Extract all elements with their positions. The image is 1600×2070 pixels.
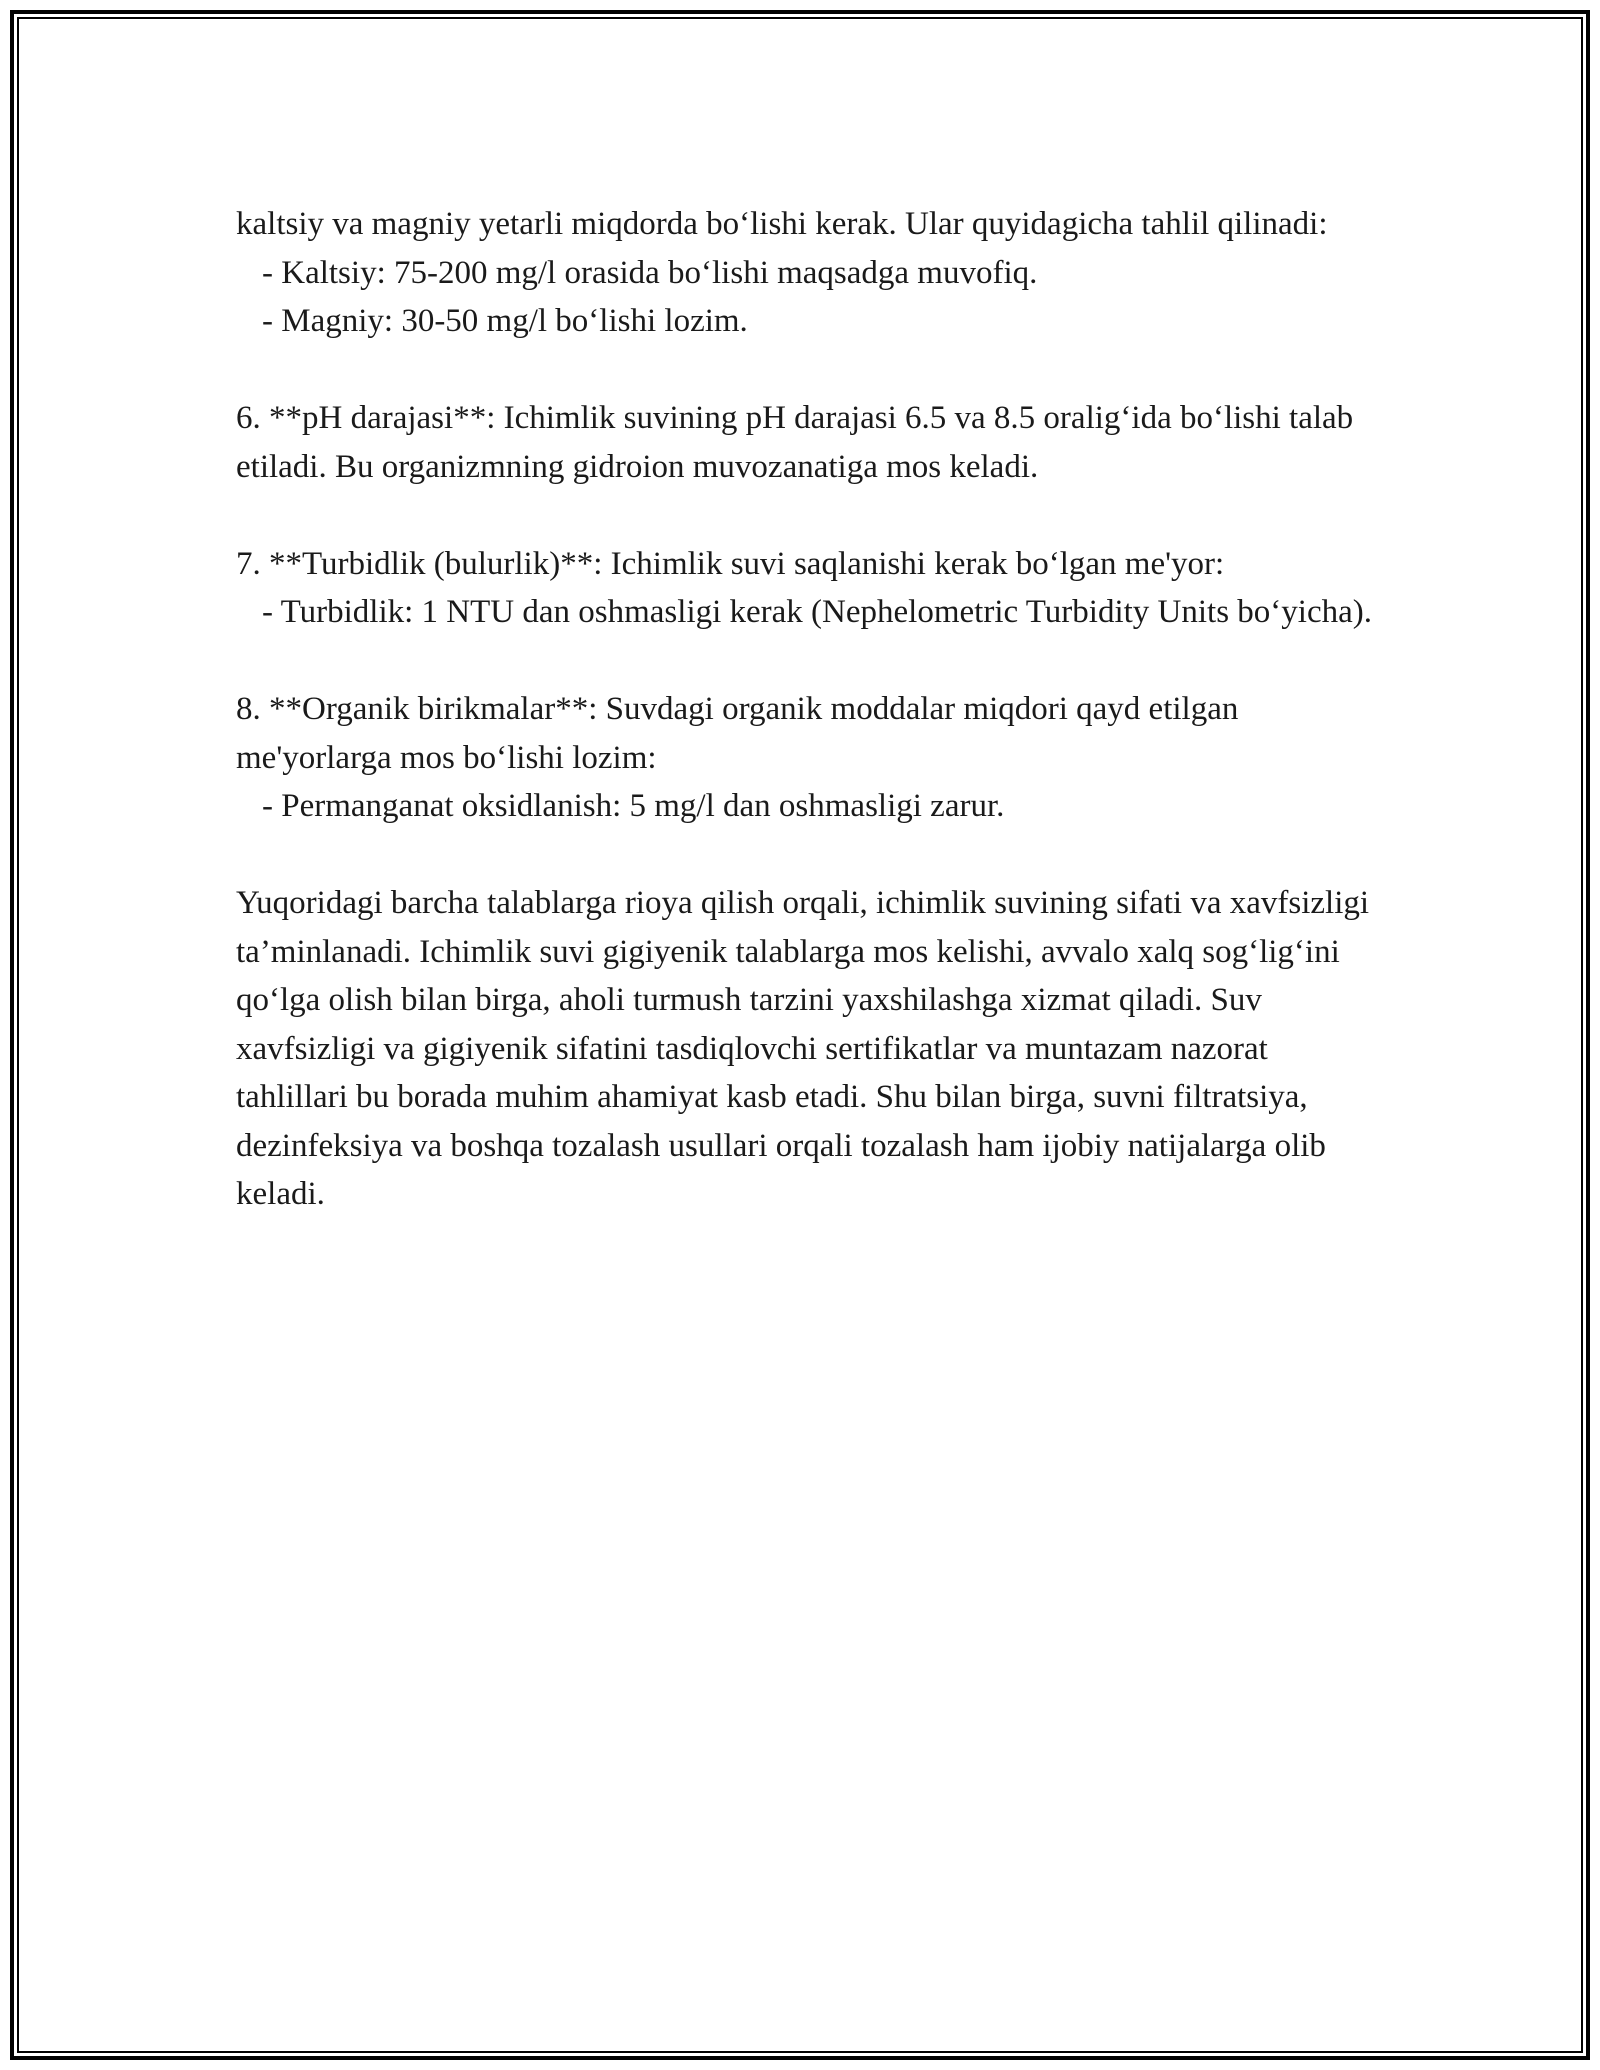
paragraph-organic	[236, 685, 1386, 831]
paragraph-minerals	[236, 200, 1386, 346]
text-line: 7. **Turbidlik (bulurlik)**: Ichimlik suvi saqlanishi kerak bo‘lgan me'yor:	[236, 545, 1225, 582]
paragraph-turbidity	[236, 540, 1386, 637]
list-item-permanganat: - Permanganat oksidlanish: 5 mg/l dan oshmasligi zarur.	[262, 788, 1005, 824]
list-item-magniy: - Magniy: 30-50 mg/l bo‘lishi lozim.	[262, 303, 748, 339]
list-item-turbidlik: - Turbidlik: 1 NTU dan oshmasligi kerak (Nephelometric Turbidity Units bo‘yicha).	[262, 594, 1372, 630]
paragraph-conclusion	[236, 879, 1386, 1219]
paragraph-ph	[236, 394, 1386, 491]
text-line: 6. **pH darajasi**: Ichimlik suvining pH darajasi 6.5 va 8.5 oralig‘ida bo‘lishi talab etiladi. Bu organizmning gidroion muvozanatiga mos keladi.	[236, 400, 1362, 485]
text-line: 8. **Organik birikmalar**: Suvdagi organik moddalar miqdori qayd etilgan me'yorlarga mos bo‘lishi lozim:	[236, 691, 1247, 776]
page-frame	[10, 10, 1590, 2060]
document-body	[236, 200, 1386, 1267]
text-line: kaltsiy va magniy yetarli miqdorda bo‘lishi kerak. Ular quyidagicha tahlil qilinadi:	[236, 206, 1328, 242]
text-line: Yuqoridagi barcha talablarga rioya qilish orqali, ichimlik suvining sifati va xavfsizligi ta’minlanadi. Ichimlik suvi gigiyenik talablarga mos kelishi, avvalo xalq sog‘lig‘ini qo‘lga olish bilan birga, aholi turmush tarzini yaxshilashga xizmat qiladi. Suv xavfsizligi va gigiyenik sifatini tasdiqlovchi sertifikatlar va muntazam nazorat tahlillari bu borada muhim ahamiyat kasb etadi. Shu bilan birga, suvni filtratsiya, dezinfeksiya va boshqa tozalash usullari orqali tozalash ham ijobiy natijalarga olib keladi.	[236, 885, 1378, 1212]
list-item-kaltsiy: - Kaltsiy: 75-200 mg/l orasida bo‘lishi maqsadga muvofiq.	[262, 254, 1038, 291]
